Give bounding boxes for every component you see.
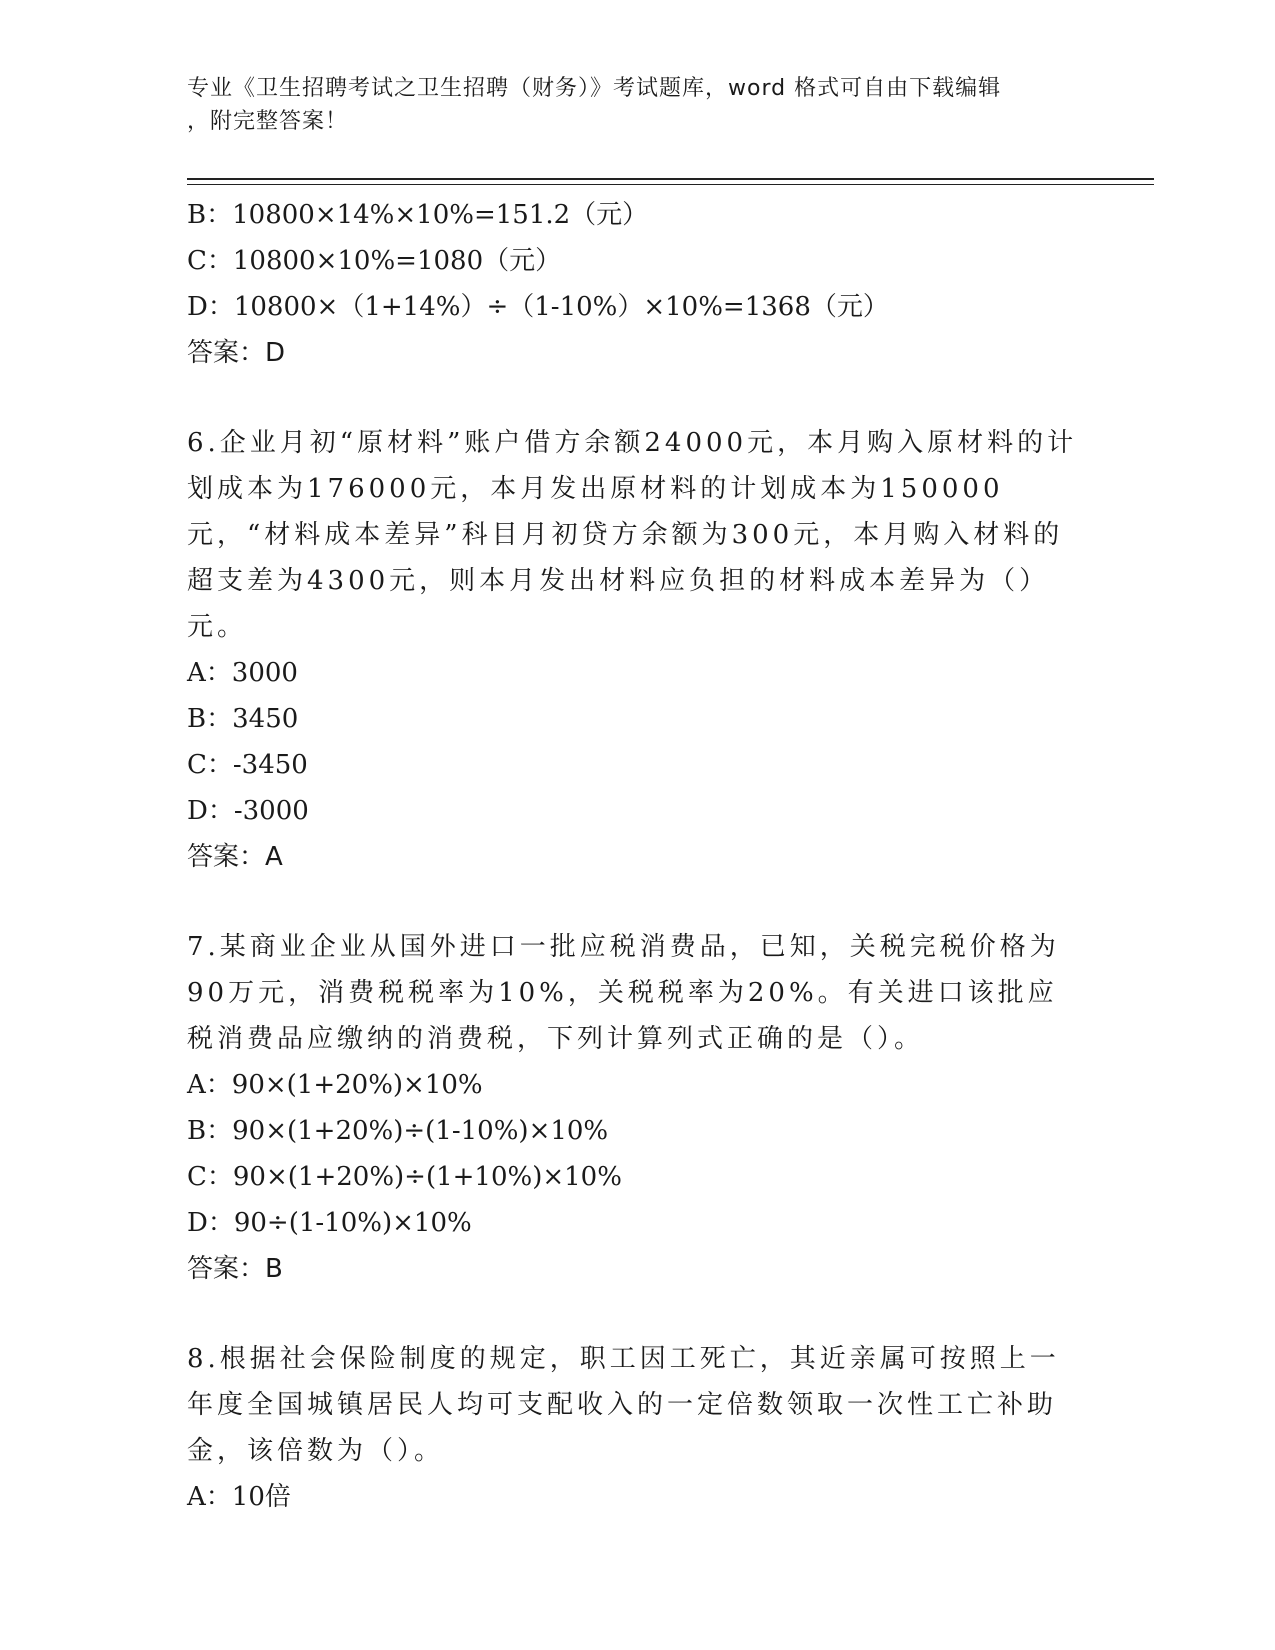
option-a: A：90×(1+20%)×10% xyxy=(187,1070,483,1100)
answer-label: 答案：A xyxy=(187,842,283,872)
question-text: 7.某商业企业从国外进口一批应税消费品，已知，关税完税价格为90万元，消费税税率为10%，关税税率为20%。有关进口该批应税消费品应缴纳的消费税，下列计算列式正确的是（）。 xyxy=(187,932,1060,1054)
question-7-block xyxy=(187,924,1087,1292)
question-6-block xyxy=(187,420,1087,880)
header-rule-thin xyxy=(187,184,1154,185)
question-8-block xyxy=(187,1336,1087,1520)
header-line-1: 专业《卫生招聘考试之卫生招聘（财务）》考试题库，word 格式可自由下载编辑 xyxy=(187,76,1002,101)
option-d: D：90÷(1-10%)×10% xyxy=(187,1208,472,1238)
question-list xyxy=(187,192,1087,1520)
document-header xyxy=(187,72,1087,138)
option-b: B：3450 xyxy=(187,704,299,734)
option-b: B：90×(1+20%)÷(1-10%)×10% xyxy=(187,1116,609,1146)
header-line-2: ，附完整答案！ xyxy=(187,109,349,134)
option-d: D：10800×（1+14%）÷（1-10%）×10%=1368（元） xyxy=(187,292,889,322)
option-c: C：90×(1+20%)÷(1+10%)×10% xyxy=(187,1162,622,1192)
option-b: B：10800×14%×10%=151.2（元） xyxy=(187,200,649,230)
option-a: A：3000 xyxy=(187,658,298,688)
question-text: 6.企业月初“原材料”账户借方余额24000元，本月购入原材料的计划成本为176000元，本月发出原材料的计划成本为150000元，“材料成本差异”科目月初贷方余额为300元，本月购入材料的超支差为4300元，则本月发出材料应负担的材料成本差异为（）元。 xyxy=(187,428,1078,642)
answer-label: 答案：B xyxy=(187,1254,283,1284)
question-5-block xyxy=(187,192,1087,376)
option-d: D：-3000 xyxy=(187,796,309,826)
header-rule-thick xyxy=(187,178,1154,180)
option-c: C：-3450 xyxy=(187,750,308,780)
option-a: A：10倍 xyxy=(187,1482,291,1512)
option-c: C：10800×10%=1080（元） xyxy=(187,246,562,276)
question-text: 8.根据社会保险制度的规定，职工因工死亡，其近亲属可按照上一年度全国城镇居民人均可支配收入的一定倍数领取一次性工亡补助金，该倍数为（）。 xyxy=(187,1344,1060,1466)
answer-label: 答案：D xyxy=(187,338,286,368)
